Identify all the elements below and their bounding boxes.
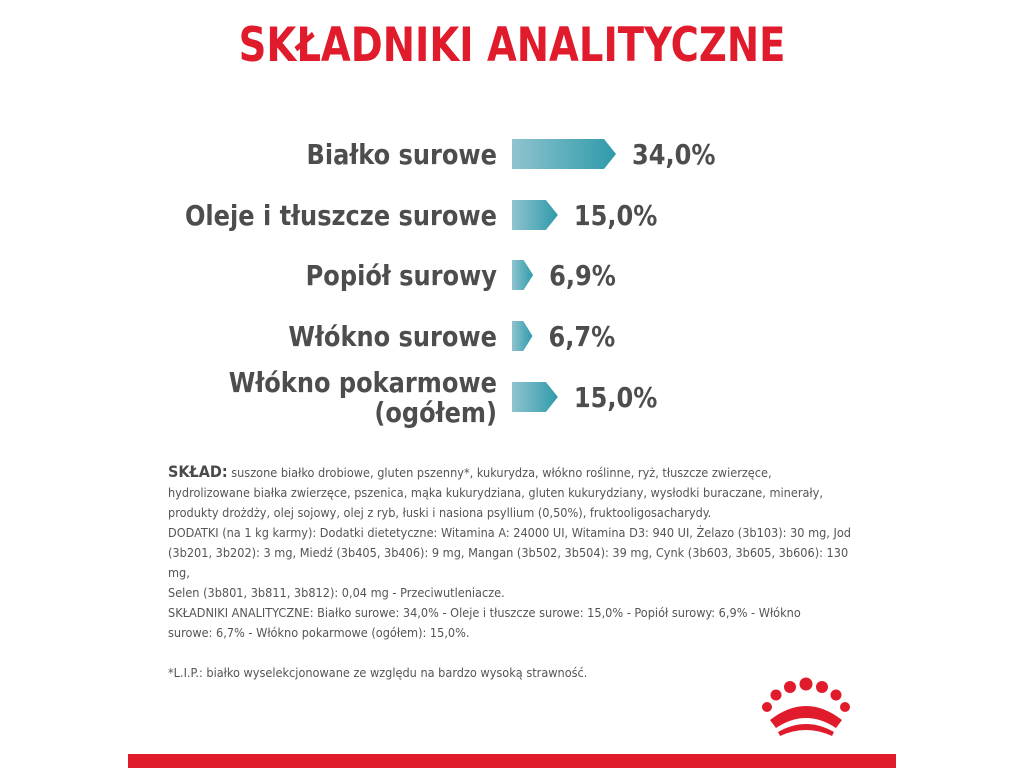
composition-line-3: DODATKI (na 1 kg karmy): Dodatki dietetyczne: Witamina A: 24000 UI, Witamina D3: 940 UI, Żelazo (3b103): 30 mg, Jod — [168, 525, 851, 540]
bar-1 — [512, 200, 558, 230]
category-label-0: Białko surowe — [306, 139, 497, 172]
category-label-4-line-1: (ogółem) — [374, 397, 497, 430]
footnote: *L.I.P.: białko wyselekcjonowane ze względu na bardzo wysoką strawność. — [168, 665, 588, 680]
composition-line-7: surowe: 6,7% - Włókno pokarmowe (ogółem): 15,0%. — [168, 625, 470, 640]
composition-paragraph — [168, 462, 868, 483]
category-label-4-line-0: Włókno pokarmowe — [228, 367, 497, 400]
category-label-2: Popiół surowy — [305, 260, 497, 293]
bar-0 — [512, 139, 616, 169]
composition-line-5: Selen (3b801, 3b811, 3b812): 0,04 mg - Przeciwutleniacze. — [168, 585, 505, 600]
bar-2 — [512, 260, 533, 290]
composition-text — [168, 462, 868, 683]
value-label-2: 6,9% — [549, 260, 616, 293]
composition-line-0: suszone białko drobiowe, gluten pszenny*, kukurydza, włókno roślinne, ryż, tłuszcze zwierzęce, — [227, 465, 772, 480]
category-label-3: Włókno surowe — [288, 321, 497, 354]
royal-canin-crown-logo — [756, 676, 856, 740]
composition-label: SKŁAD: — [168, 462, 228, 481]
composition-line-4: (3b201, 3b202): 3 mg, Miedź (3b405, 3b406): 9 mg, Mangan (3b502, 3b504): 39 mg, Cynk (3b603, 3b605, 3b606): 130 mg, — [168, 545, 849, 580]
value-label-3: 6,7% — [548, 321, 616, 354]
brand-red-bar — [128, 754, 896, 768]
category-label-1: Oleje i tłuszcze surowe — [184, 200, 497, 233]
page-title: SKŁADNIKI ANALITYCZNE — [238, 18, 786, 73]
value-label-1: 15,0% — [573, 200, 658, 233]
value-label-4: 15,0% — [573, 382, 658, 415]
composition-line-2: produkty drożdży, olej sojowy, olej z ryb, łuski i nasiona psyllium (0,50%), fruktooligosacharydy. — [168, 505, 712, 520]
composition-line-1: hydrolizowane białka zwierzęce, pszenica, mąka kukurydziana, gluten kukurydziany, wysłodki buraczane, minerały, — [168, 485, 823, 500]
composition-line-6: SKŁADNIKI ANALITYCZNE: Białko surowe: 34,0% - Oleje i tłuszcze surowe: 15,0% - Popiół surowy: 6,9% - Włókno — [168, 605, 801, 620]
value-label-0: 34,0% — [631, 139, 716, 172]
bar-4 — [512, 382, 558, 412]
bar-3 — [512, 321, 532, 351]
